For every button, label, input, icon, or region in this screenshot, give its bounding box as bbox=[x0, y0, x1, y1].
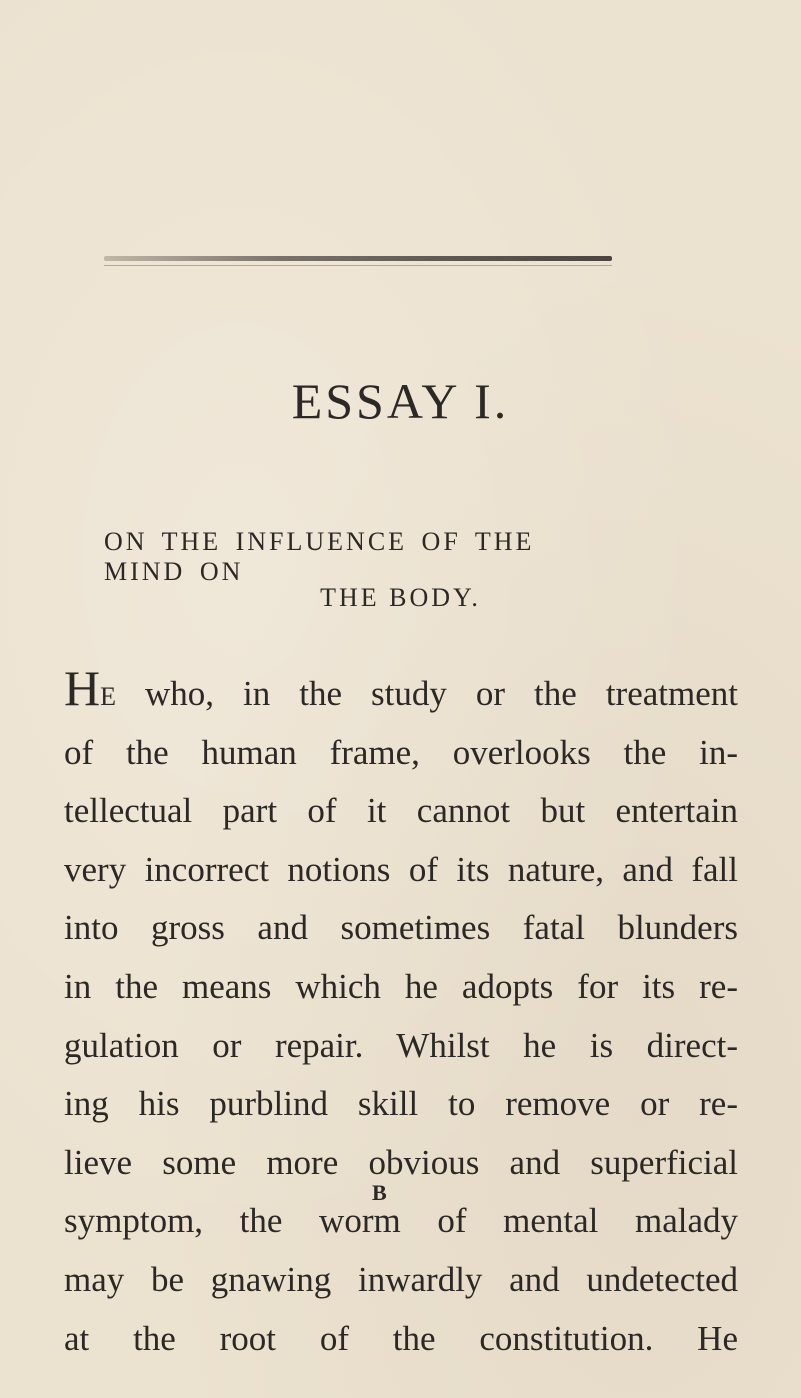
body-line: lieve some more obvious and superficial bbox=[64, 1142, 738, 1182]
body-line: into gross and sometimes fatal blunders bbox=[64, 908, 738, 948]
drop-cap-rest: E bbox=[100, 682, 116, 711]
body-line: gulation or repair. Whilst he is direct- bbox=[64, 1025, 738, 1065]
body-line: may be gnawing inwardly and undetected bbox=[64, 1259, 738, 1299]
drop-cap: H bbox=[64, 660, 101, 716]
body-line: tellectual part of it cannot but entertain bbox=[64, 791, 738, 831]
essay-subtitle-line-1: ON THE INFLUENCE OF THE MIND ON bbox=[104, 527, 535, 586]
essay-body bbox=[64, 660, 738, 1368]
header-rule-thin bbox=[104, 265, 612, 266]
body-line: very incorrect notions of its nature, and fall bbox=[64, 849, 738, 889]
body-line: symptom, the worm of mental malady bbox=[64, 1201, 738, 1241]
body-line: ing his purblind skill to remove or re- bbox=[64, 1084, 738, 1124]
essay-title: ESSAY I. bbox=[291, 373, 510, 429]
header-rule bbox=[104, 256, 612, 261]
first-line-rest: who, in the study or the treatment bbox=[116, 674, 738, 713]
signature-mark: B bbox=[372, 1180, 387, 1205]
body-line: at the root of the constitution. He bbox=[64, 1318, 738, 1358]
body-line-1 bbox=[64, 660, 738, 724]
body-line: in the means which he adopts for its re- bbox=[64, 966, 738, 1006]
body-line: of the human frame, overlooks the in- bbox=[64, 732, 738, 772]
essay-subtitle-line-2: THE BODY. bbox=[320, 583, 481, 612]
